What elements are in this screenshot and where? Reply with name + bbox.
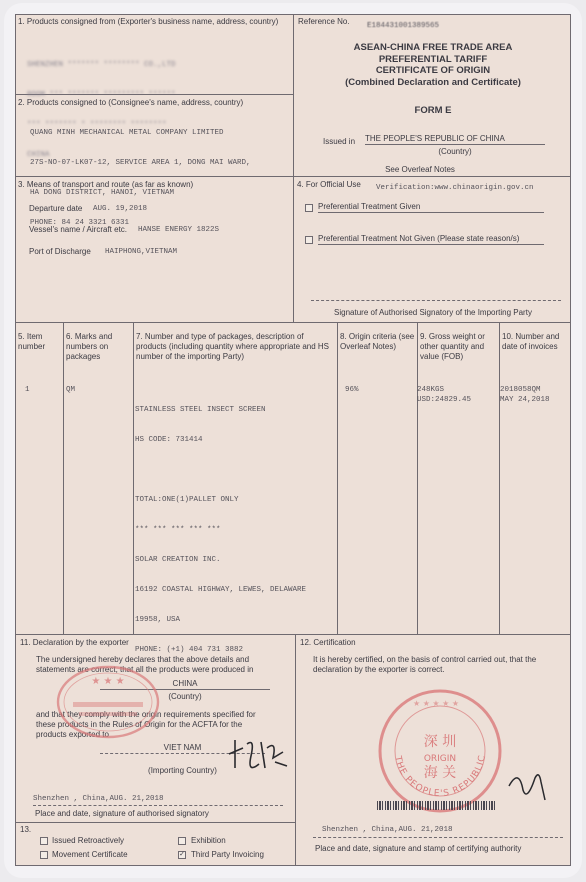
stamp-cn-customs: 海 关 bbox=[423, 765, 457, 781]
origin-criteria: 96% bbox=[345, 386, 359, 394]
cert-sig-label: Place and date, signature and stamp of certifying authority bbox=[315, 844, 522, 853]
box12-label: 12. Certification bbox=[300, 638, 356, 647]
certificate-of-origin-form-e bbox=[15, 14, 571, 866]
declaration-line: these products in the Rules of Origin for the ACFTA for the bbox=[36, 720, 243, 729]
barcode bbox=[377, 801, 497, 810]
consignee-line: HA DONG DISTRICT, HANOI, VIETNAM bbox=[30, 189, 175, 197]
title-line: ASEAN-CHINA FREE TRADE AREA bbox=[353, 42, 513, 53]
movement-cert-label: Movement Certificate bbox=[52, 850, 128, 859]
stamp-origin: ORIGIN bbox=[423, 754, 457, 764]
issued-retro-checkbox bbox=[40, 837, 48, 845]
issued-retro-label: Issued Retroactively bbox=[52, 836, 125, 845]
exporter-line: SHENZHEN ******* ******** CO.,LTD bbox=[27, 61, 176, 69]
desc-line: SOLAR CREATION INC. bbox=[135, 556, 221, 564]
consignee-line: QUANG MINH MECHANICAL METAL COMPANY LIMITED bbox=[30, 129, 224, 137]
certification-line: declaration by the exporter is correct. bbox=[313, 665, 445, 674]
exporter-sig-line bbox=[33, 805, 283, 806]
box13-label: 13. bbox=[20, 825, 32, 834]
declaration-line: The undersigned hereby declares that the above details and bbox=[36, 655, 250, 664]
exporter-line: ROOM *** ******* ********* ****** bbox=[27, 91, 176, 99]
signatory-label: Signature of Authorised Signatory of the Importing Party bbox=[334, 308, 532, 317]
vessel-label: Vessel's name / Aircraft etc. bbox=[29, 225, 128, 234]
box1-label: 1. Products consigned from (Exporter's business name, address, country) bbox=[18, 17, 279, 26]
consignee-line: 27S-NO-07-LK07-12, SERVICE AREA 1, DONG MAI WARD, bbox=[30, 159, 251, 167]
certification-text bbox=[313, 655, 536, 675]
producing-country-note: (Country) bbox=[168, 692, 202, 701]
vessel-value: HANSE ENERGY 1822S bbox=[138, 226, 220, 234]
overleaf-notes: See Overleaf Notes bbox=[385, 165, 455, 174]
gross-weight: 248KGS bbox=[417, 386, 445, 394]
pref-not-given-checkbox bbox=[305, 236, 313, 244]
port-label: Port of Discharge bbox=[29, 247, 91, 256]
declaration-line: statements are correct, that all the products were produced in bbox=[36, 665, 254, 674]
desc-line bbox=[135, 465, 306, 475]
col6-header: 6. Marks and numbers on packages bbox=[66, 332, 113, 361]
stamp-ring-text: THE PEOPLE'S REPUBLIC OF CHINA bbox=[370, 679, 489, 800]
invoice-number: 2018058QM bbox=[500, 386, 541, 394]
importing-country: VIET NAM bbox=[100, 743, 265, 754]
declaration-line: products exported to bbox=[36, 730, 109, 739]
exporter-line: *** ******* * ******** ******** bbox=[27, 121, 167, 129]
country-note: (Country) bbox=[438, 147, 472, 156]
pref-given-label: Preferential Treatment Given bbox=[318, 202, 544, 213]
exporter-stamp bbox=[53, 662, 163, 742]
exhibition-label: Exhibition bbox=[191, 836, 226, 845]
box11-label: 11. Declaration by the exporter bbox=[20, 638, 129, 647]
box2-label: 2. Products consigned to (Consignee's name, address, country) bbox=[18, 98, 244, 107]
reference-label: Reference No. bbox=[298, 17, 350, 26]
desc-line: 16192 COASTAL HIGHWAY, LEWES, DELAWARE bbox=[135, 586, 307, 594]
fob-value: USD:24829.45 bbox=[417, 396, 472, 404]
port-value: HAIPHONG,VIETNAM bbox=[105, 248, 178, 256]
stamp-cn-city: 深 圳 bbox=[423, 734, 457, 750]
svg-text:★ ★ ★: ★ ★ ★ bbox=[91, 676, 125, 687]
third-party-label: Third Party Invoicing bbox=[191, 850, 264, 859]
exporter-sig-label: Place and date, signature of authorised signatory bbox=[35, 809, 209, 818]
issued-in-country: THE PEOPLE'S REPUBLIC OF CHINA bbox=[365, 134, 545, 145]
movement-cert-checkbox bbox=[40, 851, 48, 859]
title-line: CERTIFICATE OF ORIGIN bbox=[375, 65, 491, 76]
certifier-signature bbox=[505, 764, 555, 804]
form-title bbox=[297, 42, 569, 88]
col9-header: 9. Gross weight or other quantity and value (FOB) bbox=[420, 332, 485, 361]
consignee-line: PHONE: 84 24 3321 6331 bbox=[30, 219, 130, 227]
desc-line: HS CODE: 731414 bbox=[135, 436, 203, 444]
desc-line: STAINLESS STEEL INSECT SCREEN bbox=[135, 406, 266, 414]
box3-label: 3. Means of transport and route (as far as known) bbox=[18, 180, 194, 189]
col7-header: 7. Number and type of packages, description of products (including quantity where appropriate and HS number of the importing Party) bbox=[136, 332, 330, 361]
item-number: 1 bbox=[25, 386, 30, 394]
cert-place-date: Shenzhen , China,AUG. 21,2018 bbox=[322, 826, 453, 834]
col5-header: 5. Item number bbox=[18, 332, 46, 351]
exhibition-checkbox bbox=[178, 837, 186, 845]
departure-label: Departure date bbox=[29, 204, 83, 213]
product-description bbox=[135, 385, 306, 675]
third-party-checkbox: ✓ bbox=[179, 851, 185, 858]
desc-line: TOTAL:ONE(1)PALLET ONLY bbox=[135, 496, 239, 504]
desc-line: PHONE: (+1) 404 731 3882 bbox=[135, 646, 244, 654]
marks: QM bbox=[66, 386, 76, 394]
signatory-line bbox=[311, 300, 561, 301]
cert-sig-line bbox=[313, 837, 563, 838]
exporter-line: CHINA bbox=[27, 151, 50, 159]
svg-text:★ ★ ★ ★ ★: ★ ★ ★ ★ ★ bbox=[413, 699, 460, 708]
producing-country: CHINA bbox=[100, 679, 270, 690]
form-name: FORM E bbox=[414, 105, 452, 116]
certification-line: It is hereby certified, on the basis of control carried out, that the bbox=[313, 655, 537, 664]
box4-label: 4. For Official Use bbox=[297, 180, 361, 189]
pref-not-given-label: Preferential Treatment Not Given (Please state reason/s) bbox=[318, 234, 544, 245]
importing-country-note: (Importing Country) bbox=[148, 766, 217, 775]
title-line: (Combined Declaration and Certificate) bbox=[345, 76, 521, 88]
exporter-signature bbox=[225, 734, 295, 774]
declaration-line: and that they comply with the origin requirements specified for bbox=[36, 710, 256, 719]
issued-in-label: Issued in bbox=[323, 137, 356, 146]
departure-value: AUG. 19,2018 bbox=[93, 205, 148, 213]
col10-header: 10. Number and date of invoices bbox=[502, 332, 560, 351]
pref-given-checkbox bbox=[305, 204, 313, 212]
desc-line: *** *** *** *** *** bbox=[135, 526, 221, 534]
reference-number: E184431001389565 bbox=[367, 22, 440, 30]
customs-stamp bbox=[370, 679, 505, 816]
title-line: PREFERENTIAL TARIFF bbox=[378, 53, 488, 65]
desc-line: 19958, USA bbox=[135, 616, 181, 624]
col8-header: 8. Origin criteria (see Overleaf Notes) bbox=[340, 332, 415, 351]
invoice-date: MAY 24,2018 bbox=[500, 396, 550, 404]
exporter-place-date: Shenzhen , China,AUG. 21,2018 bbox=[33, 795, 164, 803]
verification-url: Verification:www.chinaorigin.gov.cn bbox=[376, 184, 534, 192]
